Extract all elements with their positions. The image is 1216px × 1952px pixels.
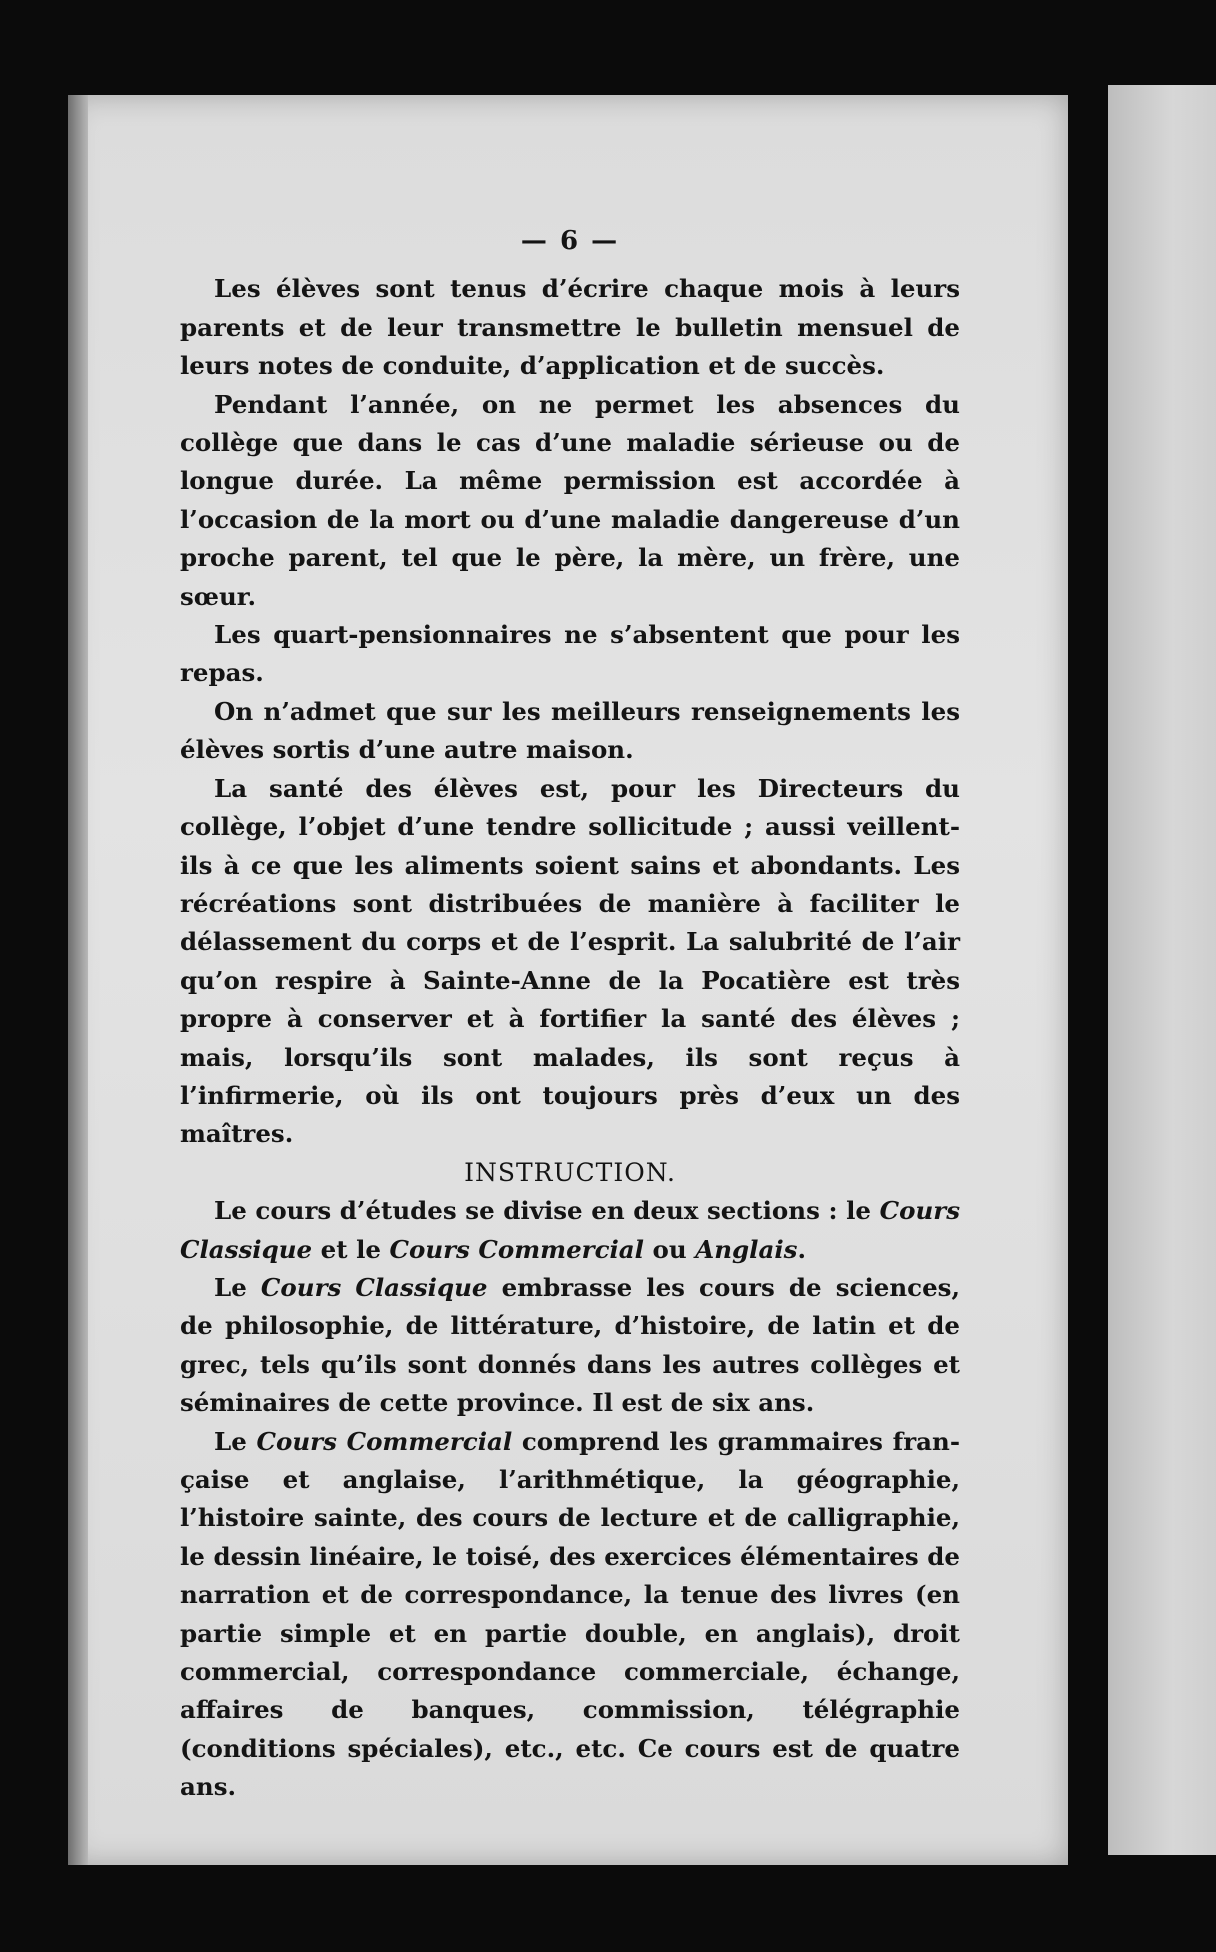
italic-run: Cours Classique: [260, 1272, 488, 1302]
text-run: comprend les grammaires française et anglaise, l’arithmétique, la géographie, l’histoire sainte, des cours de lecture et de calligraphie, le dessin linéaire, le toisé, des exercices élémentaires de narration et de correspondance, la tenue des livres (en partie simple et en partie double, en anglais), droit commercial, correspondance commerciale, échange, affaires de banques, commission, télégraphie (conditions spéciales), etc., etc. Ce cours est de quatre ans.: [180, 1426, 960, 1802]
text-run: La santé des élèves est, pour les Directeurs du collège, l’objet d’une tendre sollicitude ; aussi veillent-ils à ce que les aliments soient sains et abondants. Les récréations sont distribuées de manière à faciliter le délassement du corps et de l’esprit. La salubrité de l’air qu’on respire à Sainte-Anne de la Pocatière est très propre à conserver et à fortifier la santé des élèves ; mais, lorsqu’ils sont malades, ils sont reçus à l’infirmerie, où ils ont toujours près d’eux un des maîtres.: [180, 773, 960, 1149]
text-run: et le: [312, 1234, 390, 1264]
text-run: ou: [643, 1234, 696, 1264]
page-text: [180, 222, 960, 1807]
page-number: — 6 —: [520, 226, 620, 256]
book-gutter: [1068, 80, 1108, 1870]
page-edge-shadow: [68, 95, 88, 1865]
italic-run: Cours Commercial: [389, 1234, 644, 1264]
paragraph: [180, 693, 960, 770]
text-run: Le: [214, 1272, 261, 1302]
paragraph: [180, 616, 960, 693]
text-run: Le: [214, 1426, 257, 1456]
paragraphs-general-rules: [180, 270, 960, 1153]
text-run: .: [797, 1234, 806, 1264]
text-run: embrasse les cours de sciences, de philosophie, de littérature, d’histoire, de latin et de grec, tels qu’ils sont donnés dans les autres collèges et séminaires de cette province. Il est de six ans.: [180, 1272, 960, 1418]
text-run: Le cours d’études se divise en deux sections : le: [214, 1196, 880, 1226]
text-run: Les quart-pensionnaires ne s’absentent que pour les repas.: [180, 620, 960, 688]
italic-run: Cours Commercial: [256, 1426, 513, 1456]
paragraph: [180, 1269, 960, 1423]
paragraph: [180, 386, 960, 616]
text-run: Pendant l’année, on ne permet les absences du collège que dans le cas d’une maladie sérieuse ou de longue durée. La même permission est accordée à l’occasion de la mort ou d’une maladie dangereuse d’un proche parent, tel que le père, la mère, un frère, une sœur.: [180, 389, 960, 611]
facing-page-edge: [1108, 85, 1216, 1855]
text-run: On n’admet que sur les meilleurs renseignements les élèves sortis d’une autre maison.: [180, 696, 960, 765]
text-run: Les élèves sont tenus d’écrire chaque mois à leurs parents et de leur transmettre le bulletin mensuel de leurs notes de conduite, d’application et de succès.: [180, 274, 960, 381]
paragraph: [180, 1192, 960, 1269]
paragraph: [180, 770, 960, 1154]
paragraph: [180, 270, 960, 385]
italic-run: Anglais: [695, 1234, 798, 1264]
italic-run: Cours Classique: [180, 1196, 960, 1264]
section-heading: INSTRUCTION.: [464, 1157, 676, 1187]
paragraphs-instruction: [180, 1192, 960, 1807]
paragraph: [180, 1423, 960, 1807]
